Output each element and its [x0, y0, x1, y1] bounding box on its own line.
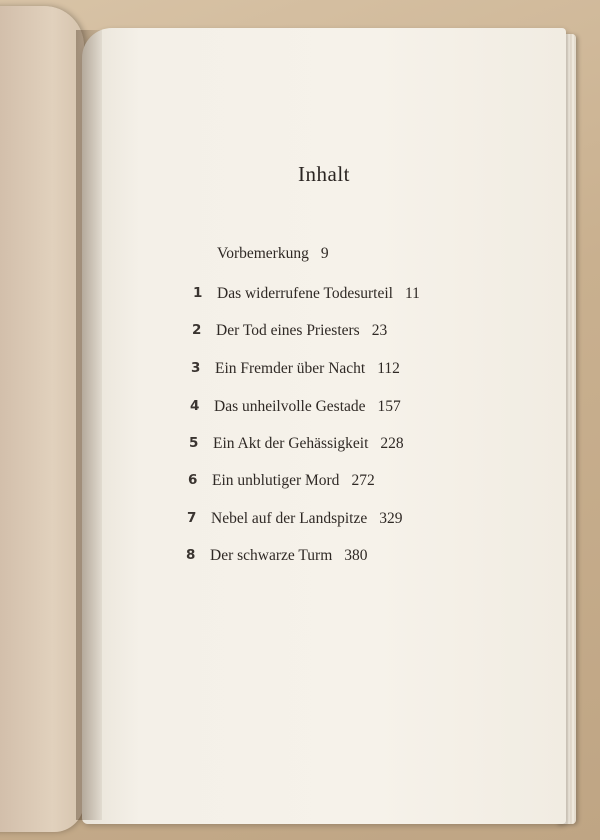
toc-title: Inhalt	[298, 162, 350, 186]
left-page	[0, 6, 84, 832]
toc-entry-title: Vorbemerkung	[217, 245, 309, 262]
toc-entry-page: 23	[371, 322, 388, 339]
toc-entry-number: 3	[191, 360, 201, 376]
right-page	[82, 28, 566, 824]
toc-entry-title: Nebel auf der Landspitze	[211, 510, 368, 527]
toc-entry-number: 2	[192, 322, 202, 338]
toc-entry-title: Ein Akt der Gehässigkeit	[213, 435, 369, 452]
toc-entry-number: 7	[187, 510, 197, 526]
toc-entry-number: 1	[193, 285, 203, 301]
toc-entry-title: Der Tod eines Priesters	[216, 322, 360, 339]
toc-entry-page: 329	[379, 510, 403, 527]
toc-entry-number: 5	[189, 435, 199, 451]
toc-entry-number: 8	[186, 547, 196, 563]
toc-entry-number: 4	[190, 398, 200, 414]
toc-entry-page: 272	[351, 472, 375, 489]
toc-entry-page: 9	[320, 245, 329, 262]
toc-entry-title: Ein Fremder über Nacht	[215, 360, 366, 377]
toc-entry-title: Ein unblutiger Mord	[212, 472, 340, 489]
toc-entry-page: 112	[377, 360, 400, 377]
gutter-shadow	[76, 30, 102, 820]
toc-entry-page: 11	[404, 285, 420, 302]
toc-entry-page: 228	[380, 435, 404, 452]
toc-list	[82, 28, 566, 824]
toc-entry-page: 157	[377, 398, 401, 415]
toc-entry-title: Der schwarze Turm	[210, 547, 333, 564]
toc-entry-title: Das widerrufene Todesurteil	[217, 285, 393, 302]
toc-entry-page: 380	[344, 547, 368, 564]
toc-entry-title: Das unheilvolle Gestade	[214, 398, 366, 415]
toc-entry-number: 6	[188, 472, 198, 488]
